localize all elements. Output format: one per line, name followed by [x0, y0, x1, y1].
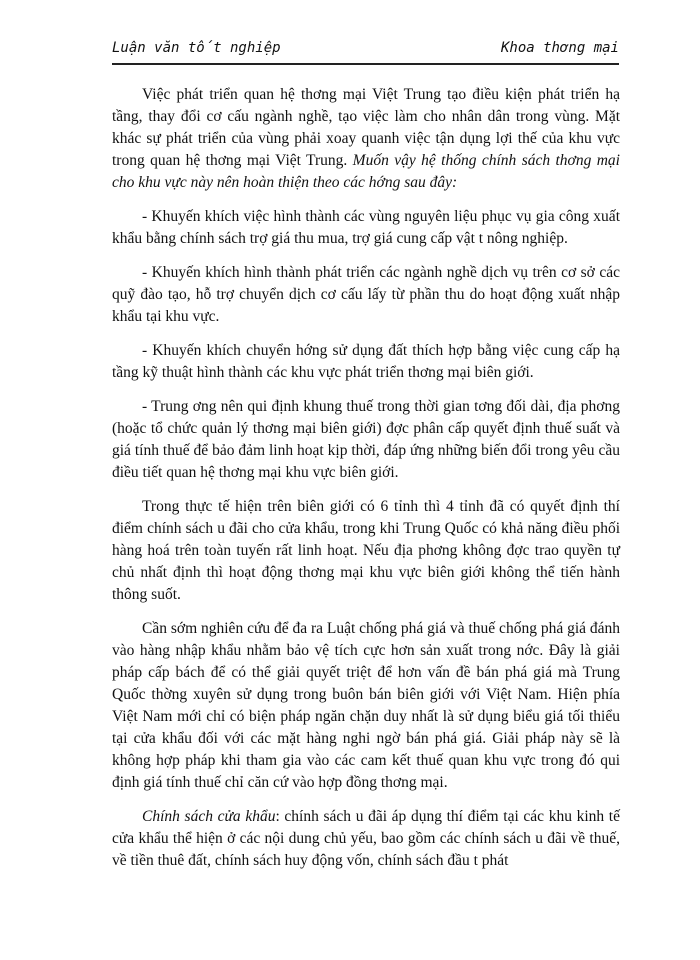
bullet-item-tax-framework: - Trung ơng nên qui định khung thuế trong thời gian tơng đối dài, địa phơng (hoặc tổ chức quản lý thơng mại biên giới) đợc phân cấp quyết định thuế suất và giá tính thuế để bảo đảm linh hoạt kịp thời, đáp ứng những biến đổi trong yêu cầu điều tiết quan hệ thơng mại khu vực biên giới.: [112, 398, 620, 481]
page-header: [112, 40, 619, 62]
bullet-item-land-use: - Khuyến khích chuyển hớng sử dụng đất thích hợp bằng việc cung cấp hạ tầng kỹ thuật hình thành các khu vực phát triển thơng mại biên giới.: [112, 342, 620, 381]
paragraph-intro-italic: Muốn vậy hệ thống chính sách thơng mại cho khu vực này nên hoàn thiện theo các hớng sau đây:: [112, 152, 620, 191]
paragraph-border-gate-text: : chính sách u đãi áp dụng thí điểm tại các khu kinh tế cửa khẩu thể hiện ở các nội dung chủ yếu, bao gồm các chính sách u đãi về thuế, về tiền thuê đất, chính sách huy động vốn, chính sách đầu t phát: [112, 808, 620, 869]
document-body: [112, 84, 620, 884]
bullet-item-materials: - Khuyến khích việc hình thành các vùng nguyên liệu phục vụ gia công xuất khẩu bằng chính sách trợ giá thu mua, trợ giá cung cấp vật t nông nghiệp.: [112, 208, 620, 247]
header-thesis-title: Luận văn tốt nghiệp: [112, 40, 281, 56]
paragraph-intro-text: Việc phát triển quan hệ thơng mại Việt Trung tạo điều kiện phát triển hạ tầng, thay đổi cơ cấu ngành nghề, tạo việc làm cho nhân dân trong vùng. Mặt khác sự phát triển của vùng phải xoay quanh việc tận dụng lợi thế của khu vực trong quan hệ thơng mại Việt Trung.: [112, 86, 620, 169]
paragraph-intro: [112, 84, 620, 194]
paragraph-anti-dumping: Cần sớm nghiên cứu để đa ra Luật chống phá giá và thuế chống phá giá đánh vào hàng nhập khẩu nhằm bảo vệ tích cực hơn sản xuất trong nớc. Đây là giải pháp cấp bách để có thể giải quyết triệt để hơn vấn đề bán phá giá mà Trung Quốc thờng xuyên sử dụng trong buôn bán biên giới với Việt Nam. Hiện phía Việt Nam mới chỉ có biện pháp ngăn chặn duy nhất là sử dụng biểu giá tối thiểu tại cửa khẩu đối với các mặt hàng nghi ngờ bán phá giá. Giải pháp này sẽ là không hợp pháp khi tham gia vào các cam kết thuế quan khu vực trong đó qui định giá tính thuế chỉ căn cứ vào hợp đồng thơng mại.: [112, 620, 621, 791]
bullet-item-services: - Khuyến khích hình thành phát triển các ngành nghề dịch vụ trên cơ sở các quỹ đào tạo, hỗ trợ chuyển dịch cơ cấu lấy từ phần thu do hoạt động xuất nhập khẩu tại khu vực.: [112, 264, 620, 325]
header-faculty-name: Khoa thơng mại: [500, 40, 619, 56]
paragraph-border-gate-heading: Chính sách cửa khẩu: [142, 808, 276, 825]
paragraph-border-provinces: Trong thực tế hiện trên biên giới có 6 tỉnh thì 4 tỉnh đã có quyết định thí điểm chính sách u đãi cho cửa khẩu, trong khi Trung Quốc có khả năng điều phối hàng hoá trên toàn tuyến rất linh hoạt. Nếu địa phơng không đợc trao quyền tự chủ nhất định thì hoạt động thơng mại khu vực biên giới không thể tiến hành thông suốt.: [112, 498, 620, 603]
header-divider: [112, 63, 619, 65]
paragraph-border-gate-policy: [112, 806, 620, 872]
